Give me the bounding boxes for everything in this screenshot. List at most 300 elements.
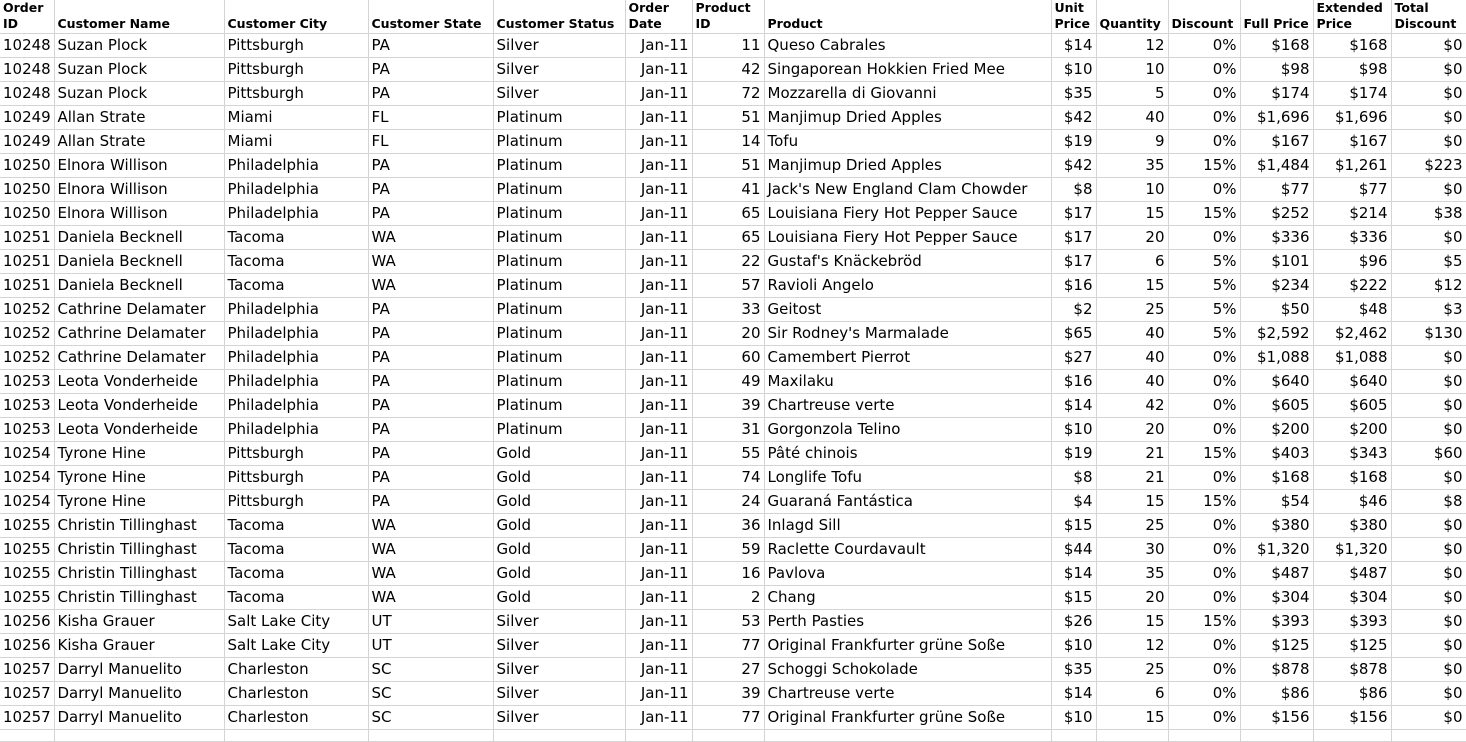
cell-order-date[interactable]: Jan-11 xyxy=(625,154,692,178)
cell-customer-status[interactable]: Gold xyxy=(493,442,625,466)
cell-product[interactable]: Mozzarella di Giovanni xyxy=(764,82,1051,106)
cell-order-id[interactable]: 10253 xyxy=(0,370,54,394)
cell-extended-price[interactable]: $605 xyxy=(1313,394,1391,418)
cell-unit-price[interactable]: $14 xyxy=(1051,682,1096,706)
cell-product-id[interactable]: 65 xyxy=(692,226,764,250)
cell-customer-status[interactable]: Platinum xyxy=(493,418,625,442)
cell-order-id[interactable]: 10249 xyxy=(0,130,54,154)
cell-customer-city[interactable]: Philadelphia xyxy=(224,370,368,394)
cell-discount[interactable]: 0% xyxy=(1168,82,1240,106)
cell-unit-price[interactable]: $14 xyxy=(1051,394,1096,418)
cell-order-date[interactable]: Jan-11 xyxy=(625,322,692,346)
cell-customer-state[interactable]: WA xyxy=(368,514,493,538)
cell-product-id[interactable]: 57 xyxy=(692,274,764,298)
cell-customer-name[interactable]: Leota Vonderheide xyxy=(54,394,224,418)
cell-unit-price[interactable]: $4 xyxy=(1051,490,1096,514)
cell-product-id[interactable]: 16 xyxy=(692,562,764,586)
cell-extended-price[interactable]: $336 xyxy=(1313,226,1391,250)
cell-full-price[interactable]: $125 xyxy=(1240,634,1313,658)
cell-total-discount[interactable]: $0 xyxy=(1391,658,1466,682)
cell-customer-status[interactable]: Silver xyxy=(493,610,625,634)
cell-customer-name[interactable]: Darryl Manuelito xyxy=(54,706,224,730)
cell-product-id[interactable]: 22 xyxy=(692,250,764,274)
cell-order-id[interactable]: 10251 xyxy=(0,250,54,274)
cell-customer-city[interactable]: Philadelphia xyxy=(224,418,368,442)
cell-quantity[interactable]: 6 xyxy=(1096,682,1168,706)
cell-customer-state[interactable]: WA xyxy=(368,250,493,274)
cell-discount[interactable]: 0% xyxy=(1168,394,1240,418)
cell-customer-city[interactable]: Pittsburgh xyxy=(224,466,368,490)
cell-total-discount[interactable]: $0 xyxy=(1391,58,1466,82)
cell-order-id[interactable]: 10257 xyxy=(0,706,54,730)
cell-discount[interactable]: 15% xyxy=(1168,154,1240,178)
cell-order-id[interactable]: 10256 xyxy=(0,634,54,658)
cell-order-date[interactable]: Jan-11 xyxy=(625,538,692,562)
cell-product[interactable]: Maxilaku xyxy=(764,370,1051,394)
cell-product[interactable]: Louisiana Fiery Hot Pepper Sauce xyxy=(764,226,1051,250)
cell-product-id[interactable]: 14 xyxy=(692,130,764,154)
cell-customer-city[interactable]: Philadelphia xyxy=(224,322,368,346)
cell-customer-state[interactable] xyxy=(368,730,493,742)
cell-product-id[interactable]: 51 xyxy=(692,154,764,178)
cell-customer-city[interactable] xyxy=(224,730,368,742)
cell-extended-price[interactable]: $174 xyxy=(1313,82,1391,106)
cell-customer-name[interactable]: Suzan Plock xyxy=(54,82,224,106)
cell-order-id[interactable]: 10252 xyxy=(0,298,54,322)
cell-customer-city[interactable]: Tacoma xyxy=(224,562,368,586)
cell-order-date[interactable]: Jan-11 xyxy=(625,226,692,250)
cell-quantity[interactable] xyxy=(1096,730,1168,742)
cell-discount[interactable]: 0% xyxy=(1168,586,1240,610)
cell-customer-city[interactable]: Tacoma xyxy=(224,586,368,610)
cell-customer-status[interactable]: Silver xyxy=(493,682,625,706)
cell-customer-status[interactable]: Gold xyxy=(493,514,625,538)
cell-discount[interactable]: 5% xyxy=(1168,274,1240,298)
cell-order-date[interactable]: Jan-11 xyxy=(625,130,692,154)
header-order-date[interactable]: Order Date xyxy=(625,0,692,34)
cell-full-price[interactable]: $167 xyxy=(1240,130,1313,154)
cell-total-discount[interactable]: $0 xyxy=(1391,226,1466,250)
cell-customer-name[interactable]: Elnora Willison xyxy=(54,178,224,202)
cell-customer-city[interactable]: Tacoma xyxy=(224,514,368,538)
cell-extended-price[interactable]: $168 xyxy=(1313,466,1391,490)
header-customer-status[interactable]: Customer Status xyxy=(493,0,625,34)
cell-customer-state[interactable]: PA xyxy=(368,346,493,370)
cell-full-price[interactable]: $234 xyxy=(1240,274,1313,298)
cell-total-discount[interactable]: $0 xyxy=(1391,586,1466,610)
cell-customer-status[interactable]: Platinum xyxy=(493,394,625,418)
cell-quantity[interactable]: 21 xyxy=(1096,442,1168,466)
cell-product[interactable]: Geitost xyxy=(764,298,1051,322)
cell-quantity[interactable]: 5 xyxy=(1096,82,1168,106)
cell-extended-price[interactable]: $167 xyxy=(1313,130,1391,154)
cell-product-id[interactable]: 39 xyxy=(692,682,764,706)
cell-product[interactable]: Gorgonzola Telino xyxy=(764,418,1051,442)
cell-product[interactable] xyxy=(764,730,1051,742)
cell-extended-price[interactable]: $48 xyxy=(1313,298,1391,322)
cell-extended-price[interactable]: $1,320 xyxy=(1313,538,1391,562)
cell-order-date[interactable]: Jan-11 xyxy=(625,418,692,442)
cell-extended-price[interactable]: $98 xyxy=(1313,58,1391,82)
cell-customer-city[interactable]: Philadelphia xyxy=(224,202,368,226)
cell-discount[interactable]: 15% xyxy=(1168,490,1240,514)
cell-unit-price[interactable]: $42 xyxy=(1051,106,1096,130)
cell-extended-price[interactable]: $380 xyxy=(1313,514,1391,538)
cell-customer-name[interactable]: Daniela Becknell xyxy=(54,226,224,250)
cell-discount[interactable]: 0% xyxy=(1168,682,1240,706)
cell-discount[interactable]: 15% xyxy=(1168,442,1240,466)
cell-extended-price[interactable]: $86 xyxy=(1313,682,1391,706)
cell-customer-city[interactable]: Pittsburgh xyxy=(224,490,368,514)
cell-customer-status[interactable]: Platinum xyxy=(493,106,625,130)
cell-customer-status[interactable]: Silver xyxy=(493,706,625,730)
cell-order-id[interactable]: 10255 xyxy=(0,586,54,610)
cell-product-id[interactable]: 27 xyxy=(692,658,764,682)
cell-order-date[interactable]: Jan-11 xyxy=(625,202,692,226)
cell-extended-price[interactable]: $487 xyxy=(1313,562,1391,586)
cell-customer-status[interactable]: Silver xyxy=(493,82,625,106)
cell-product[interactable]: Jack's New England Clam Chowder xyxy=(764,178,1051,202)
cell-total-discount[interactable]: $0 xyxy=(1391,466,1466,490)
cell-quantity[interactable]: 40 xyxy=(1096,106,1168,130)
cell-customer-city[interactable]: Tacoma xyxy=(224,226,368,250)
cell-unit-price[interactable]: $42 xyxy=(1051,154,1096,178)
cell-order-id[interactable]: 10248 xyxy=(0,58,54,82)
cell-product-id[interactable]: 74 xyxy=(692,466,764,490)
cell-quantity[interactable]: 30 xyxy=(1096,538,1168,562)
cell-discount[interactable]: 0% xyxy=(1168,658,1240,682)
cell-extended-price[interactable]: $1,088 xyxy=(1313,346,1391,370)
cell-order-date[interactable]: Jan-11 xyxy=(625,442,692,466)
cell-customer-name[interactable]: Darryl Manuelito xyxy=(54,658,224,682)
cell-customer-state[interactable]: WA xyxy=(368,586,493,610)
cell-quantity[interactable]: 15 xyxy=(1096,490,1168,514)
cell-product-id[interactable]: 41 xyxy=(692,178,764,202)
cell-customer-name[interactable]: Allan Strate xyxy=(54,130,224,154)
cell-unit-price[interactable]: $17 xyxy=(1051,250,1096,274)
cell-customer-name[interactable]: Christin Tillinghast xyxy=(54,514,224,538)
cell-product[interactable]: Raclette Courdavault xyxy=(764,538,1051,562)
cell-quantity[interactable]: 25 xyxy=(1096,514,1168,538)
cell-unit-price[interactable]: $35 xyxy=(1051,658,1096,682)
cell-product[interactable]: Louisiana Fiery Hot Pepper Sauce xyxy=(764,202,1051,226)
cell-quantity[interactable]: 20 xyxy=(1096,418,1168,442)
cell-order-date[interactable]: Jan-11 xyxy=(625,490,692,514)
cell-total-discount[interactable]: $0 xyxy=(1391,538,1466,562)
cell-customer-city[interactable]: Pittsburgh xyxy=(224,442,368,466)
cell-customer-state[interactable]: PA xyxy=(368,178,493,202)
cell-quantity[interactable]: 25 xyxy=(1096,658,1168,682)
cell-full-price[interactable]: $878 xyxy=(1240,658,1313,682)
header-product[interactable]: Product xyxy=(764,0,1051,34)
cell-order-date[interactable]: Jan-11 xyxy=(625,250,692,274)
cell-customer-name[interactable]: Cathrine Delamater xyxy=(54,346,224,370)
cell-order-date[interactable]: Jan-11 xyxy=(625,394,692,418)
cell-quantity[interactable]: 20 xyxy=(1096,226,1168,250)
cell-full-price[interactable]: $304 xyxy=(1240,586,1313,610)
cell-customer-name[interactable]: Elnora Willison xyxy=(54,202,224,226)
cell-product-id[interactable]: 55 xyxy=(692,442,764,466)
cell-total-discount[interactable]: $0 xyxy=(1391,178,1466,202)
cell-customer-state[interactable]: PA xyxy=(368,370,493,394)
cell-customer-city[interactable]: Pittsburgh xyxy=(224,58,368,82)
cell-customer-name[interactable]: Darryl Manuelito xyxy=(54,682,224,706)
cell-order-date[interactable]: Jan-11 xyxy=(625,346,692,370)
cell-customer-state[interactable]: PA xyxy=(368,154,493,178)
cell-extended-price[interactable]: $156 xyxy=(1313,706,1391,730)
cell-product-id[interactable]: 33 xyxy=(692,298,764,322)
cell-order-date[interactable]: Jan-11 xyxy=(625,34,692,58)
cell-product[interactable]: Queso Cabrales xyxy=(764,34,1051,58)
cell-unit-price[interactable]: $16 xyxy=(1051,370,1096,394)
cell-order-id[interactable]: 10254 xyxy=(0,442,54,466)
cell-full-price[interactable] xyxy=(1240,730,1313,742)
header-customer-state[interactable]: Customer State xyxy=(368,0,493,34)
cell-customer-city[interactable]: Charleston xyxy=(224,706,368,730)
cell-customer-state[interactable]: SC xyxy=(368,706,493,730)
cell-total-discount[interactable]: $12 xyxy=(1391,274,1466,298)
cell-quantity[interactable]: 15 xyxy=(1096,202,1168,226)
cell-unit-price[interactable]: $10 xyxy=(1051,706,1096,730)
cell-full-price[interactable]: $605 xyxy=(1240,394,1313,418)
cell-order-id[interactable]: 10250 xyxy=(0,178,54,202)
cell-customer-city[interactable]: Charleston xyxy=(224,658,368,682)
cell-discount[interactable]: 5% xyxy=(1168,298,1240,322)
cell-product-id[interactable]: 36 xyxy=(692,514,764,538)
cell-order-id[interactable]: 10255 xyxy=(0,514,54,538)
cell-total-discount[interactable]: $223 xyxy=(1391,154,1466,178)
cell-order-id[interactable]: 10252 xyxy=(0,346,54,370)
cell-discount[interactable] xyxy=(1168,730,1240,742)
cell-customer-city[interactable]: Salt Lake City xyxy=(224,610,368,634)
cell-discount[interactable]: 0% xyxy=(1168,106,1240,130)
cell-product-id[interactable]: 72 xyxy=(692,82,764,106)
cell-order-id[interactable]: 10248 xyxy=(0,82,54,106)
cell-quantity[interactable]: 12 xyxy=(1096,34,1168,58)
cell-order-id[interactable]: 10249 xyxy=(0,106,54,130)
cell-unit-price[interactable]: $10 xyxy=(1051,58,1096,82)
cell-customer-name[interactable]: Leota Vonderheide xyxy=(54,418,224,442)
cell-product[interactable]: Manjimup Dried Apples xyxy=(764,154,1051,178)
cell-customer-status[interactable]: Silver xyxy=(493,658,625,682)
cell-order-id[interactable]: 10248 xyxy=(0,34,54,58)
cell-customer-state[interactable]: WA xyxy=(368,226,493,250)
cell-customer-name[interactable]: Kisha Grauer xyxy=(54,610,224,634)
cell-order-date[interactable]: Jan-11 xyxy=(625,562,692,586)
cell-total-discount[interactable]: $0 xyxy=(1391,610,1466,634)
cell-discount[interactable]: 15% xyxy=(1168,610,1240,634)
cell-full-price[interactable]: $640 xyxy=(1240,370,1313,394)
cell-customer-status[interactable] xyxy=(493,730,625,742)
cell-customer-city[interactable]: Charleston xyxy=(224,682,368,706)
cell-customer-state[interactable]: FL xyxy=(368,106,493,130)
cell-product-id[interactable]: 24 xyxy=(692,490,764,514)
cell-product[interactable]: Ravioli Angelo xyxy=(764,274,1051,298)
cell-product-id[interactable]: 2 xyxy=(692,586,764,610)
cell-product-id[interactable] xyxy=(692,730,764,742)
cell-total-discount[interactable]: $3 xyxy=(1391,298,1466,322)
cell-quantity[interactable]: 15 xyxy=(1096,706,1168,730)
cell-customer-status[interactable]: Gold xyxy=(493,562,625,586)
cell-extended-price[interactable]: $2,462 xyxy=(1313,322,1391,346)
cell-discount[interactable]: 0% xyxy=(1168,370,1240,394)
cell-order-date[interactable]: Jan-11 xyxy=(625,682,692,706)
cell-customer-state[interactable]: PA xyxy=(368,394,493,418)
cell-customer-name[interactable]: Tyrone Hine xyxy=(54,490,224,514)
cell-customer-name[interactable]: Cathrine Delamater xyxy=(54,298,224,322)
cell-total-discount[interactable]: $0 xyxy=(1391,682,1466,706)
cell-full-price[interactable]: $98 xyxy=(1240,58,1313,82)
cell-order-id[interactable]: 10256 xyxy=(0,610,54,634)
cell-discount[interactable]: 0% xyxy=(1168,226,1240,250)
cell-product[interactable]: Pavlova xyxy=(764,562,1051,586)
cell-customer-state[interactable]: WA xyxy=(368,562,493,586)
cell-product[interactable]: Guaraná Fantástica xyxy=(764,490,1051,514)
cell-customer-state[interactable]: PA xyxy=(368,298,493,322)
cell-customer-state[interactable]: PA xyxy=(368,202,493,226)
cell-total-discount[interactable]: $0 xyxy=(1391,370,1466,394)
cell-customer-city[interactable]: Miami xyxy=(224,130,368,154)
cell-total-discount[interactable]: $0 xyxy=(1391,130,1466,154)
cell-extended-price[interactable]: $343 xyxy=(1313,442,1391,466)
cell-order-date[interactable]: Jan-11 xyxy=(625,586,692,610)
cell-product-id[interactable]: 51 xyxy=(692,106,764,130)
cell-product-id[interactable]: 77 xyxy=(692,706,764,730)
cell-quantity[interactable]: 9 xyxy=(1096,130,1168,154)
cell-customer-state[interactable]: WA xyxy=(368,538,493,562)
header-customer-name[interactable]: Customer Name xyxy=(54,0,224,34)
cell-quantity[interactable]: 20 xyxy=(1096,586,1168,610)
cell-customer-state[interactable]: PA xyxy=(368,82,493,106)
cell-total-discount[interactable]: $0 xyxy=(1391,514,1466,538)
cell-full-price[interactable]: $336 xyxy=(1240,226,1313,250)
cell-full-price[interactable]: $1,320 xyxy=(1240,538,1313,562)
cell-customer-status[interactable]: Gold xyxy=(493,490,625,514)
cell-total-discount[interactable]: $0 xyxy=(1391,634,1466,658)
cell-extended-price[interactable]: $46 xyxy=(1313,490,1391,514)
cell-order-date[interactable]: Jan-11 xyxy=(625,106,692,130)
cell-discount[interactable]: 0% xyxy=(1168,418,1240,442)
cell-customer-city[interactable]: Philadelphia xyxy=(224,298,368,322)
cell-order-date[interactable]: Jan-11 xyxy=(625,178,692,202)
cell-quantity[interactable]: 15 xyxy=(1096,610,1168,634)
cell-product-id[interactable]: 39 xyxy=(692,394,764,418)
cell-quantity[interactable]: 40 xyxy=(1096,346,1168,370)
cell-order-id[interactable]: 10251 xyxy=(0,226,54,250)
cell-total-discount[interactable]: $130 xyxy=(1391,322,1466,346)
cell-unit-price[interactable]: $14 xyxy=(1051,562,1096,586)
cell-discount[interactable]: 0% xyxy=(1168,514,1240,538)
cell-product-id[interactable]: 65 xyxy=(692,202,764,226)
cell-customer-name[interactable]: Tyrone Hine xyxy=(54,442,224,466)
cell-quantity[interactable]: 25 xyxy=(1096,298,1168,322)
cell-quantity[interactable]: 42 xyxy=(1096,394,1168,418)
cell-customer-city[interactable]: Pittsburgh xyxy=(224,34,368,58)
cell-customer-status[interactable]: Platinum xyxy=(493,322,625,346)
cell-extended-price[interactable]: $96 xyxy=(1313,250,1391,274)
cell-order-id[interactable]: 10250 xyxy=(0,154,54,178)
cell-quantity[interactable]: 35 xyxy=(1096,154,1168,178)
cell-order-date[interactable] xyxy=(625,730,692,742)
cell-total-discount[interactable]: $5 xyxy=(1391,250,1466,274)
header-order-id[interactable]: Order ID xyxy=(0,0,54,34)
cell-unit-price[interactable]: $10 xyxy=(1051,634,1096,658)
cell-product[interactable]: Longlife Tofu xyxy=(764,466,1051,490)
cell-extended-price[interactable] xyxy=(1313,730,1391,742)
cell-discount[interactable]: 0% xyxy=(1168,34,1240,58)
cell-customer-status[interactable]: Platinum xyxy=(493,130,625,154)
cell-product[interactable]: Original Frankfurter grüne Soße xyxy=(764,634,1051,658)
cell-full-price[interactable]: $77 xyxy=(1240,178,1313,202)
cell-product[interactable]: Perth Pasties xyxy=(764,610,1051,634)
cell-extended-price[interactable]: $222 xyxy=(1313,274,1391,298)
cell-customer-name[interactable]: Daniela Becknell xyxy=(54,274,224,298)
cell-product-id[interactable]: 31 xyxy=(692,418,764,442)
cell-customer-state[interactable]: WA xyxy=(368,274,493,298)
cell-order-date[interactable]: Jan-11 xyxy=(625,466,692,490)
header-total-discount[interactable]: Total Discount xyxy=(1391,0,1466,34)
cell-product-id[interactable]: 53 xyxy=(692,610,764,634)
cell-discount[interactable]: 5% xyxy=(1168,322,1240,346)
cell-quantity[interactable]: 40 xyxy=(1096,370,1168,394)
cell-customer-name[interactable]: Christin Tillinghast xyxy=(54,562,224,586)
cell-discount[interactable]: 0% xyxy=(1168,58,1240,82)
cell-customer-name[interactable]: Christin Tillinghast xyxy=(54,538,224,562)
cell-customer-status[interactable]: Platinum xyxy=(493,226,625,250)
cell-full-price[interactable]: $380 xyxy=(1240,514,1313,538)
cell-product-id[interactable]: 59 xyxy=(692,538,764,562)
cell-extended-price[interactable]: $878 xyxy=(1313,658,1391,682)
cell-customer-state[interactable]: PA xyxy=(368,490,493,514)
cell-order-id[interactable]: 10253 xyxy=(0,394,54,418)
cell-order-id[interactable]: 10251 xyxy=(0,274,54,298)
cell-extended-price[interactable]: $125 xyxy=(1313,634,1391,658)
cell-order-date[interactable]: Jan-11 xyxy=(625,370,692,394)
cell-quantity[interactable]: 10 xyxy=(1096,178,1168,202)
cell-unit-price[interactable]: $2 xyxy=(1051,298,1096,322)
cell-full-price[interactable]: $487 xyxy=(1240,562,1313,586)
cell-order-id[interactable]: 10255 xyxy=(0,538,54,562)
cell-total-discount[interactable]: $8 xyxy=(1391,490,1466,514)
cell-discount[interactable]: 0% xyxy=(1168,634,1240,658)
cell-total-discount[interactable]: $0 xyxy=(1391,346,1466,370)
cell-unit-price[interactable]: $27 xyxy=(1051,346,1096,370)
cell-customer-name[interactable]: Allan Strate xyxy=(54,106,224,130)
cell-extended-price[interactable]: $393 xyxy=(1313,610,1391,634)
cell-order-date[interactable]: Jan-11 xyxy=(625,298,692,322)
cell-customer-name[interactable]: Tyrone Hine xyxy=(54,466,224,490)
cell-unit-price[interactable]: $16 xyxy=(1051,274,1096,298)
cell-full-price[interactable]: $168 xyxy=(1240,466,1313,490)
cell-customer-state[interactable]: UT xyxy=(368,634,493,658)
cell-order-date[interactable]: Jan-11 xyxy=(625,658,692,682)
cell-customer-city[interactable]: Tacoma xyxy=(224,274,368,298)
cell-quantity[interactable]: 40 xyxy=(1096,322,1168,346)
cell-full-price[interactable]: $1,696 xyxy=(1240,106,1313,130)
cell-discount[interactable]: 0% xyxy=(1168,178,1240,202)
cell-unit-price[interactable]: $44 xyxy=(1051,538,1096,562)
cell-total-discount[interactable] xyxy=(1391,730,1466,742)
cell-customer-state[interactable]: PA xyxy=(368,442,493,466)
cell-customer-city[interactable]: Philadelphia xyxy=(224,394,368,418)
cell-total-discount[interactable]: $0 xyxy=(1391,418,1466,442)
cell-order-id[interactable]: 10257 xyxy=(0,682,54,706)
cell-order-date[interactable]: Jan-11 xyxy=(625,706,692,730)
cell-unit-price[interactable]: $26 xyxy=(1051,610,1096,634)
cell-product[interactable]: Chartreuse verte xyxy=(764,394,1051,418)
cell-extended-price[interactable]: $1,696 xyxy=(1313,106,1391,130)
cell-customer-city[interactable]: Miami xyxy=(224,106,368,130)
